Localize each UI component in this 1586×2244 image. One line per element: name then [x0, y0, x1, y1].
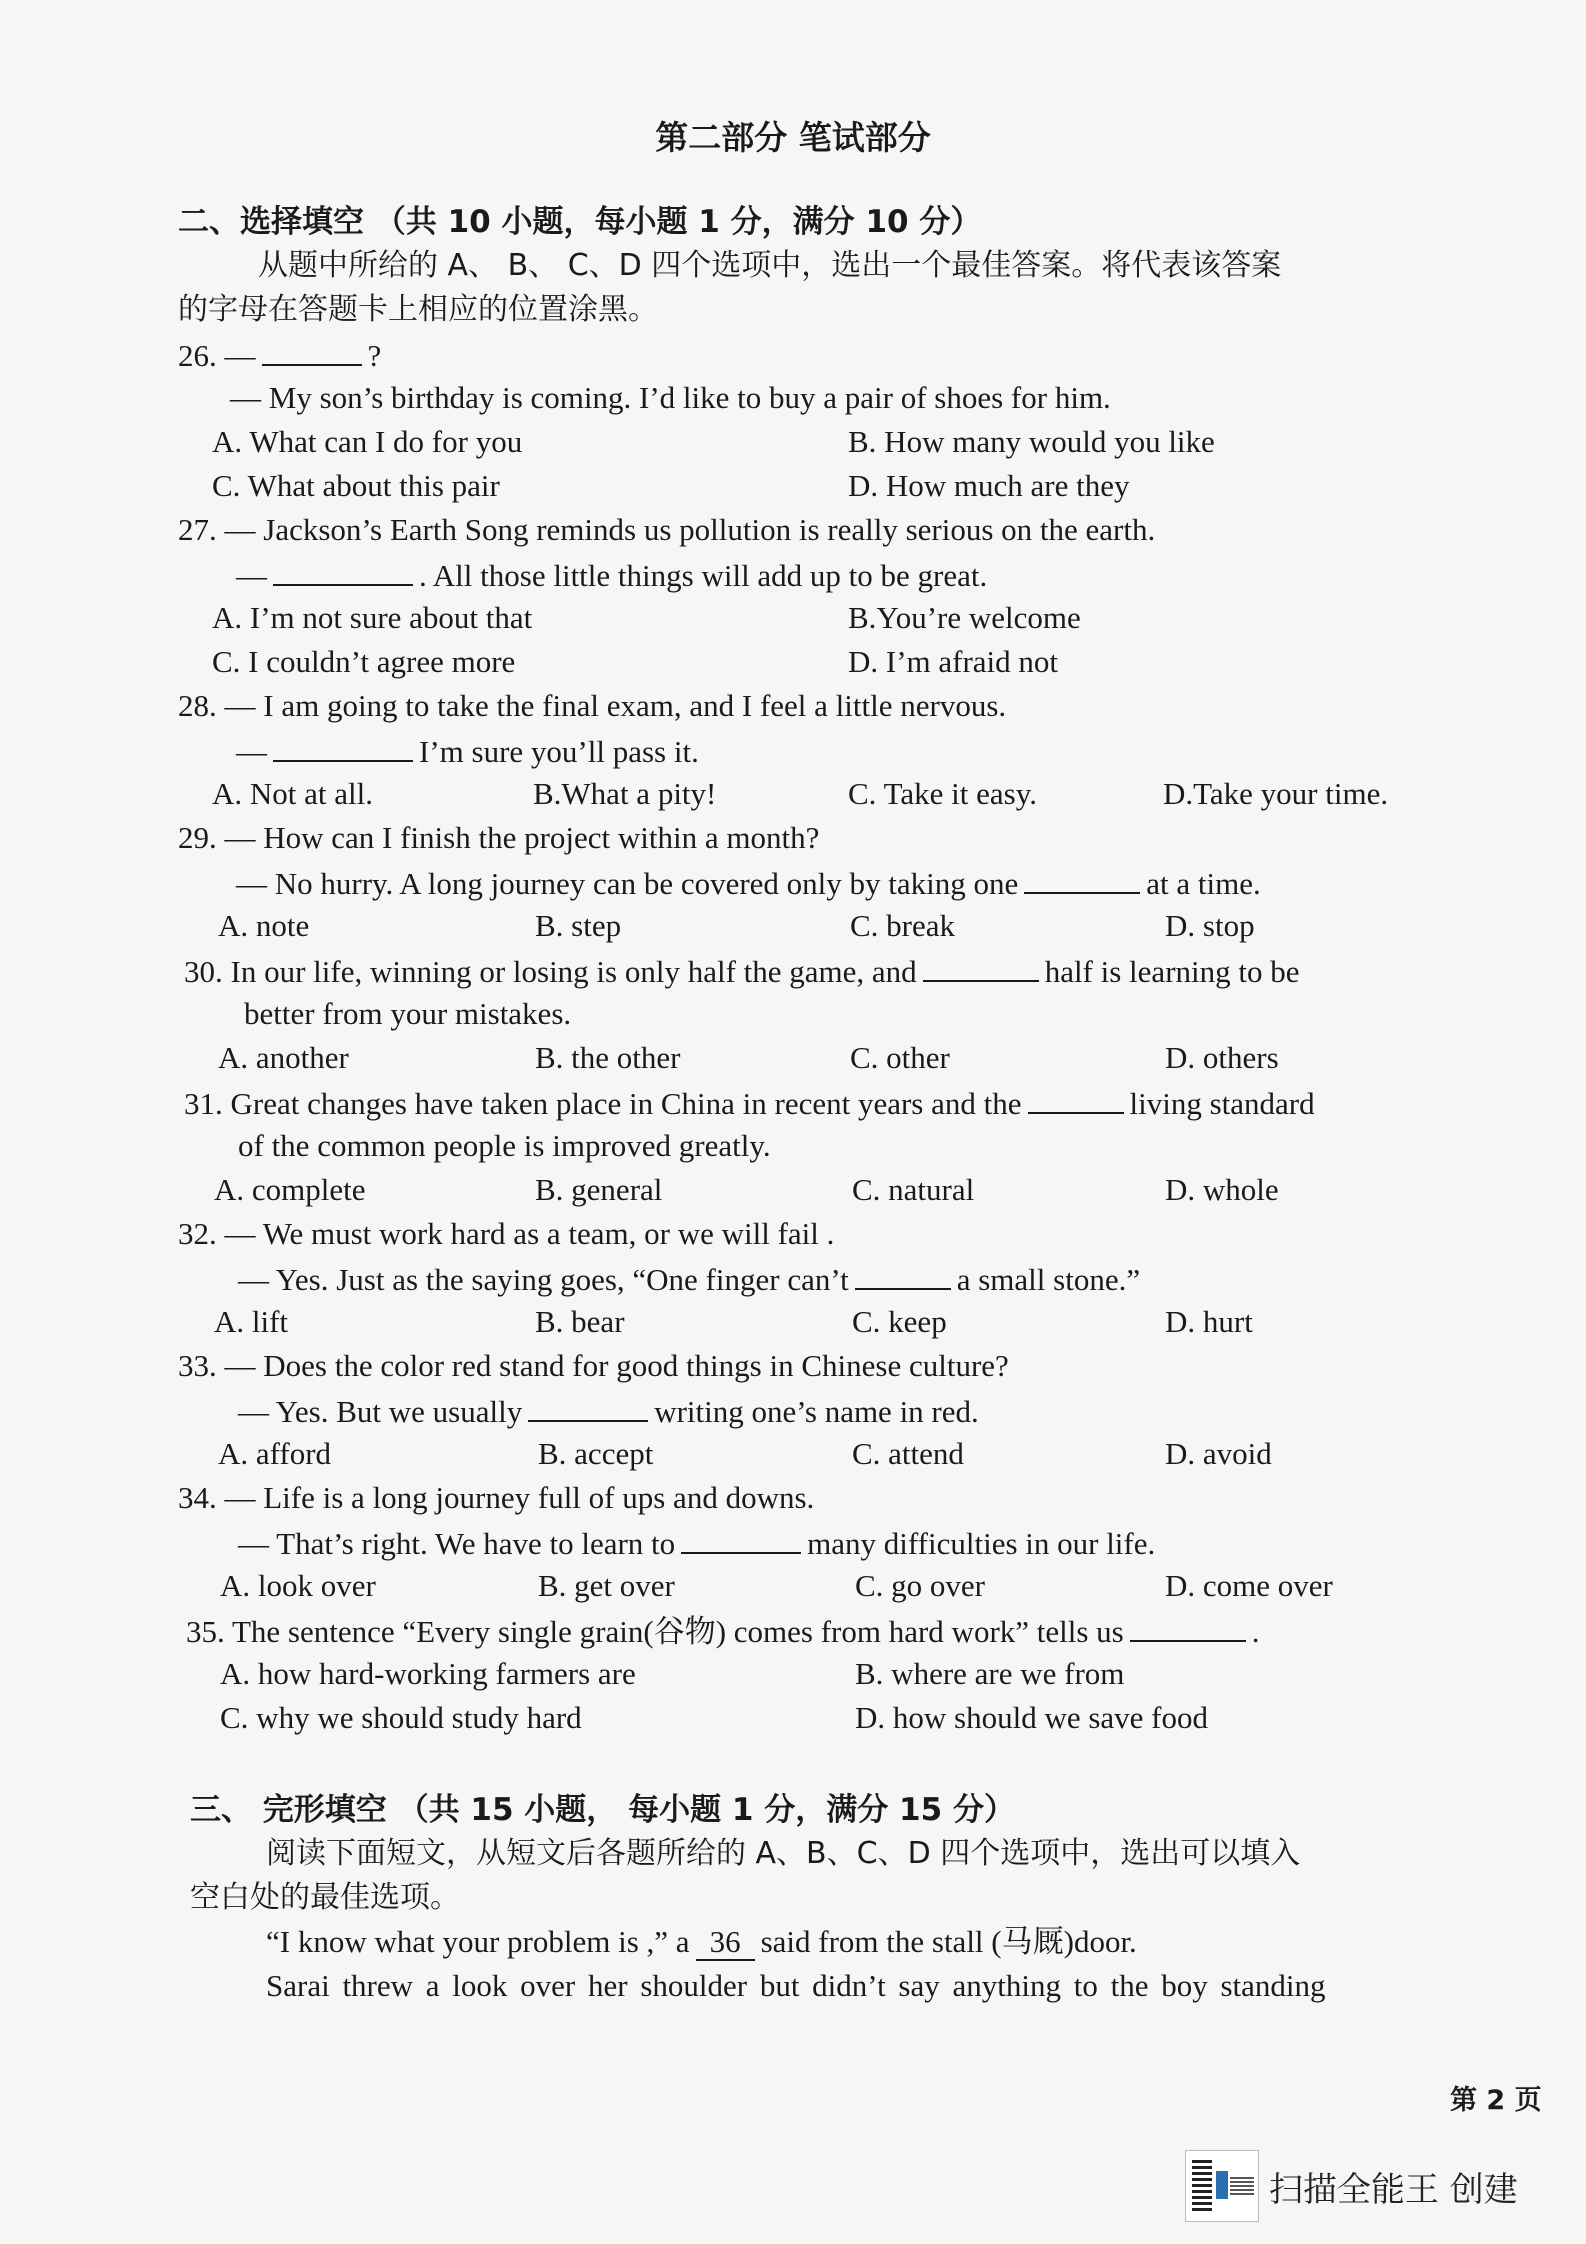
q35-option-c: C. why we should study hard — [220, 1700, 582, 1735]
response-post: at a time. — [1146, 866, 1261, 901]
q32-option-c: C. keep — [852, 1304, 947, 1339]
q29-option-d: D. stop — [1165, 908, 1255, 943]
response-rest: . All those little things will add up to be great. — [419, 558, 988, 593]
q27-option-a: A. I’m not sure about that — [212, 600, 533, 635]
q30-option-d: D. others — [1165, 1040, 1279, 1075]
q26-option-a: A. What can I do for you — [212, 424, 523, 459]
question-30-continuation: better from your mistakes. — [244, 996, 572, 1031]
answer-blank — [1028, 1082, 1124, 1114]
question-28-stem: 28. — I am going to take the final exam, and I feel a little nervous. — [178, 688, 1007, 723]
stem-pre: 35. The sentence “Every single grain(谷物) comes from hard work” tells us — [186, 1614, 1124, 1649]
answer-blank — [528, 1390, 648, 1422]
q27-option-b: B.You’re welcome — [848, 600, 1081, 635]
q27-option-c: C. I couldn’t agree more — [212, 644, 516, 679]
q29-option-b: B. step — [535, 908, 622, 943]
section2-heading: 二、选择填空 （共 10 小题，每小题 1 分，满分 10 分） — [178, 204, 982, 240]
q30-option-a: A. another — [218, 1040, 349, 1075]
response-dash: — — [236, 734, 267, 769]
answer-blank — [1024, 862, 1140, 894]
response-pre: — Yes. Just as the saying goes, “One finger can’t — [238, 1262, 849, 1297]
page-title: 第二部分 笔试部分 — [655, 118, 931, 157]
q28-option-a: A. Not at all. — [212, 776, 373, 811]
response-dash: — — [236, 558, 267, 593]
response-post: many difficulties in our life. — [807, 1526, 1156, 1561]
q32-option-d: D. hurt — [1165, 1304, 1253, 1339]
section2-instruction-line1: 从题中所给的 A、 B、 C、D 四个选项中，选出一个最佳答案。将代表该答案 — [258, 248, 1282, 283]
q35-option-a: A. how hard-working farmers are — [220, 1656, 636, 1691]
q30-option-b: B. the other — [535, 1040, 681, 1075]
question-34-response — [238, 1522, 1155, 1564]
question-28-response — [236, 730, 699, 772]
question-27-response — [236, 554, 987, 596]
watermark-text: 扫描全能王 创建 — [1269, 2169, 1518, 2210]
stem-post: living standard — [1129, 1086, 1315, 1121]
passage-pre: “I know what your problem is ,” a — [266, 1924, 690, 1959]
response-rest: I’m sure you’ll pass it. — [419, 734, 699, 769]
q33-option-b: B. accept — [538, 1436, 654, 1471]
question-27-stem: 27. — Jackson’s Earth Song reminds us pollution is really serious on the earth. — [178, 512, 1156, 547]
section3-instruction-line1: 阅读下面短文，从短文后各题所给的 A、B、C、D 四个选项中，选出可以填入 — [266, 1836, 1301, 1871]
question-33-response — [238, 1390, 979, 1432]
stem-post: . — [1251, 1614, 1260, 1649]
q26-option-d: D. How much are they — [848, 468, 1130, 503]
q29-option-c: C. break — [850, 908, 956, 943]
response-pre: — That’s right. We have to learn to — [238, 1526, 676, 1561]
answer-blank — [1130, 1610, 1246, 1642]
question-26-end: ? — [367, 338, 382, 373]
q27-option-d: D. I’m afraid not — [848, 644, 1059, 679]
q34-option-a: A. look over — [220, 1568, 376, 1603]
answer-blank — [681, 1522, 801, 1554]
question-31-continuation: of the common people is improved greatly. — [238, 1128, 771, 1163]
question-26-stem — [178, 334, 381, 376]
response-pre: — No hurry. A long journey can be covered only by taking one — [236, 866, 1019, 901]
q31-option-c: C. natural — [852, 1172, 975, 1207]
q29-option-a: A. note — [218, 908, 310, 943]
stem-pre: 30. In our life, winning or losing is only half the game, and — [184, 954, 917, 989]
q32-option-a: A. lift — [214, 1304, 289, 1339]
question-33-stem: 33. — Does the color red stand for good things in Chinese culture? — [178, 1348, 1009, 1383]
question-31-stem — [184, 1082, 1315, 1124]
answer-blank — [262, 334, 362, 366]
passage-line-2: Sarai threw a look over her shoulder but didn’t say anything to the boy standing — [266, 1968, 1326, 2003]
q34-option-d: D. come over — [1165, 1568, 1333, 1603]
q33-option-d: D. avoid — [1165, 1436, 1272, 1471]
question-34-stem: 34. — Life is a long journey full of ups and downs. — [178, 1480, 815, 1515]
question-26-number: 26. — — [178, 338, 256, 373]
q31-option-a: A. complete — [214, 1172, 366, 1207]
question-26-answer: — My son’s birthday is coming. I’d like to buy a pair of shoes for him. — [230, 380, 1111, 415]
q28-option-b: B.What a pity! — [533, 776, 717, 811]
response-post: a small stone.” — [956, 1262, 1141, 1297]
question-29-response — [236, 862, 1261, 904]
section2-instruction-line2: 的字母在答题卡上相应的位置涂黑。 — [178, 292, 658, 327]
q33-option-a: A. afford — [218, 1436, 332, 1471]
q34-option-b: B. get over — [538, 1568, 675, 1603]
question-32-stem: 32. — We must work hard as a team, or we will fail . — [178, 1216, 835, 1251]
question-29-stem: 29. — How can I finish the project within a month? — [178, 820, 820, 855]
q35-option-d: D. how should we save food — [855, 1700, 1209, 1735]
section3-instruction-line2: 空白处的最佳选项。 — [190, 1880, 460, 1915]
q33-option-c: C. attend — [852, 1436, 964, 1471]
page-number: 第 2 页 — [1450, 2085, 1542, 2116]
response-post: writing one’s name in red. — [654, 1394, 979, 1429]
q26-option-c: C. What about this pair — [212, 468, 500, 503]
response-pre: — Yes. But we usually — [238, 1394, 523, 1429]
stem-pre: 31. Great changes have taken place in China in recent years and the — [184, 1086, 1022, 1121]
q28-option-c: C. Take it easy. — [848, 776, 1037, 811]
scanner-watermark — [1185, 2150, 1518, 2222]
passage-line-1 — [266, 1922, 1137, 1962]
question-35-stem — [186, 1610, 1260, 1652]
q28-option-d: D.Take your time. — [1163, 776, 1389, 811]
q35-option-b: B. where are we from — [855, 1656, 1125, 1691]
q26-option-b: B. How many would you like — [848, 424, 1215, 459]
q31-option-d: D. whole — [1165, 1172, 1279, 1207]
q31-option-b: B. general — [535, 1172, 663, 1207]
stem-post: half is learning to be — [1044, 954, 1300, 989]
answer-blank — [273, 730, 413, 762]
q32-option-b: B. bear — [535, 1304, 625, 1339]
q30-option-c: C. other — [850, 1040, 950, 1075]
blank-number-36: 36 — [696, 1925, 755, 1961]
scanner-logo-icon — [1185, 2150, 1259, 2222]
passage-post: said from the stall (马厩)door. — [760, 1924, 1137, 1959]
question-32-response — [238, 1258, 1140, 1300]
answer-blank — [273, 554, 413, 586]
q34-option-c: C. go over — [855, 1568, 986, 1603]
section3-heading: 三、 完形填空 （共 15 小题， 每小题 1 分，满分 15 分） — [190, 1792, 1015, 1828]
answer-blank — [923, 950, 1039, 982]
answer-blank — [855, 1258, 951, 1290]
question-30-stem — [184, 950, 1300, 992]
